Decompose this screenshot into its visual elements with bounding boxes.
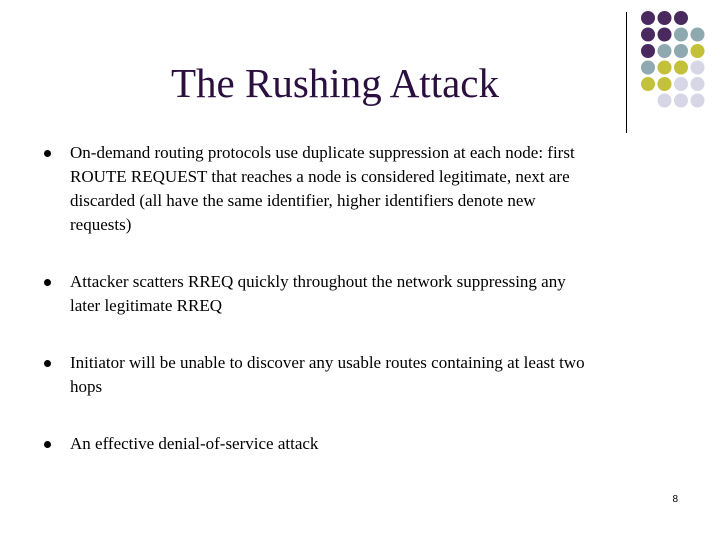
bullet-text: On-demand routing protocols use duplicate suppression at each node: first ROUTE REQUEST that reaches a node is considered legitimate, next are discarded (all have the same identifier, higher identifiers denote new requests)	[70, 143, 575, 234]
page-number: 8	[672, 494, 678, 505]
bullet-marker	[44, 441, 51, 448]
bullet-marker	[44, 360, 51, 367]
bullet-text: An effective denial-of-service attack	[70, 434, 319, 453]
bullet-marker	[44, 150, 51, 157]
bullet-marker	[44, 279, 51, 286]
bullet-text: Initiator will be unable to discover any usable routes containing at least two hops	[70, 353, 585, 396]
bullet-text: Attacker scatters RREQ quickly throughout the network suppressing any later legitimate RREQ	[70, 272, 566, 315]
slide-title: The Rushing Attack	[171, 60, 499, 106]
